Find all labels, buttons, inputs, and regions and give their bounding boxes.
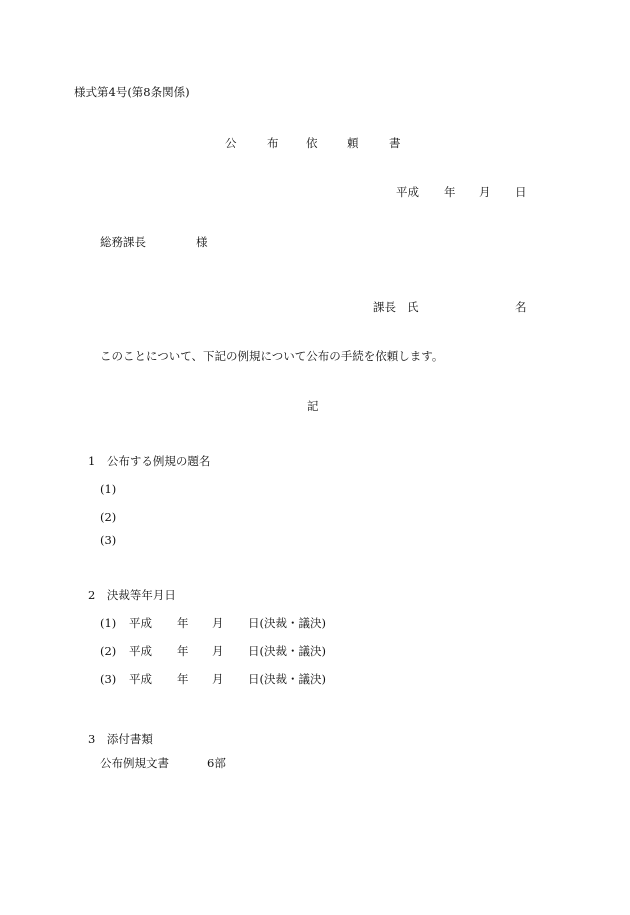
- title-char-5: 書: [389, 136, 401, 150]
- title-char-2: 布: [267, 136, 279, 150]
- row-number: (1): [100, 616, 117, 630]
- row-month: 月: [212, 672, 224, 686]
- section-1-item-3: (3): [100, 533, 117, 547]
- section-1-item-1: (1): [100, 482, 117, 496]
- row-era: 平成: [129, 644, 152, 658]
- date-year: 年: [444, 185, 456, 199]
- row-month: 月: [212, 616, 224, 630]
- addressee-name: 総務課長: [100, 235, 146, 249]
- title-char-3: 依: [306, 136, 318, 150]
- attachment-count: 6部: [207, 756, 226, 770]
- sender-name-label-1: 氏: [407, 300, 419, 314]
- row-day-note: 日(決裁・議決): [248, 644, 326, 658]
- row-era: 平成: [129, 672, 152, 686]
- addressee-honorific: 様: [196, 235, 208, 249]
- section-2-heading: 2 決裁等年月日: [88, 588, 176, 602]
- ki-marker: 記: [307, 399, 319, 413]
- form-number: 様式第4号(第8条関係): [74, 85, 190, 99]
- row-month: 月: [212, 644, 224, 658]
- section-3-heading: 3 添付書類: [88, 732, 153, 746]
- row-year: 年: [177, 616, 189, 630]
- title-char-4: 頼: [347, 136, 359, 150]
- sender-position: 課長: [373, 300, 396, 314]
- row-year: 年: [177, 672, 189, 686]
- sender-name-label-2: 名: [515, 300, 527, 314]
- date-day: 日: [515, 185, 527, 199]
- section-1-heading: 1 公布する例規の題名: [88, 454, 211, 468]
- row-day-note: 日(決裁・議決): [248, 672, 326, 686]
- row-era: 平成: [129, 616, 152, 630]
- section-1-item-2: (2): [100, 510, 117, 524]
- row-number: (2): [100, 644, 117, 658]
- row-day-note: 日(決裁・議決): [248, 616, 326, 630]
- row-number: (3): [100, 672, 117, 686]
- body-text: このことについて、下記の例規について公布の手続を依頼します。: [100, 349, 444, 363]
- row-year: 年: [177, 644, 189, 658]
- date-month: 月: [479, 185, 491, 199]
- attachment-label: 公布例規文書: [100, 756, 169, 770]
- title-char-1: 公: [225, 136, 237, 150]
- date-era: 平成: [396, 185, 419, 199]
